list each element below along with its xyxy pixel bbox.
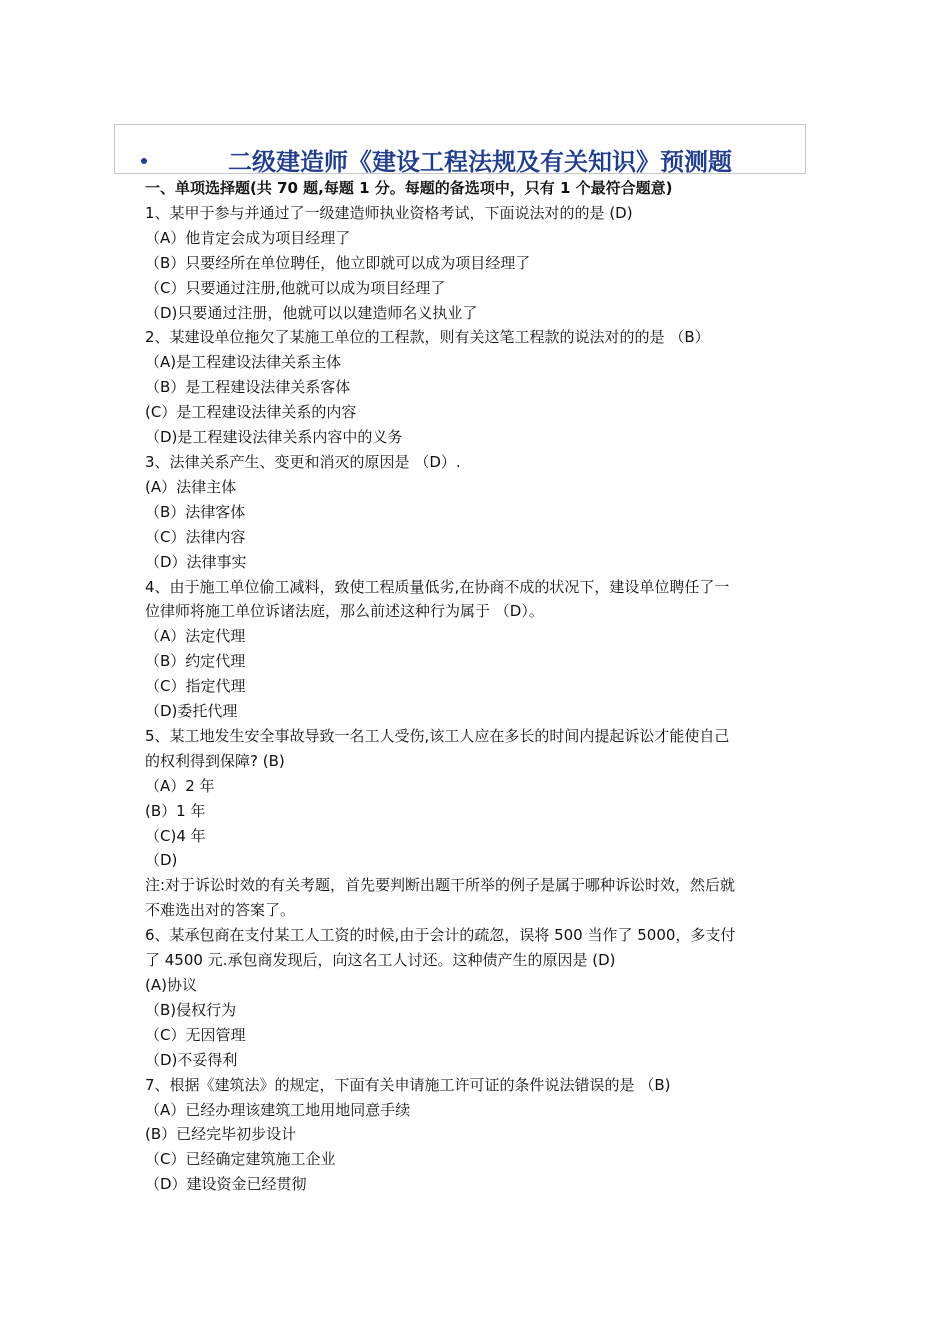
question-content	[145, 176, 810, 1197]
question-2-option-a: （A)是工程建设法律关系主体	[145, 353, 342, 372]
question-6-stem-line-2: 了 4500 元.承包商发现后，向这名工人讨还。这种债产生的原因是 (D)	[145, 951, 616, 970]
question-3-option-c: （C）法律内容	[145, 527, 246, 546]
question-1-option-c: （C）只要通过注册,他就可以成为项目经理了	[145, 278, 446, 297]
question-5-option-b: (B）1 年	[145, 801, 206, 820]
question-5-option-c: （C)4 年	[145, 826, 206, 845]
question-6-option-a: (A)协议	[145, 976, 197, 994]
question-6-option-b: （B)侵权行为	[145, 1000, 237, 1019]
question-7-option-a: （A）已经办理该建筑工地用地同意手续	[145, 1100, 411, 1119]
question-3-stem: 3、法律关系产生、变更和消灭的原因是 （D）.	[145, 452, 461, 471]
question-5-stem-line-1: 5、某工地发生安全事故导致一名工人受伤,该工人应在多长的时间内提起诉讼才能使自己	[145, 726, 730, 745]
question-4-option-c: （C）指定代理	[145, 677, 246, 696]
question-1-stem: 1、某甲于参与并通过了一级建造师执业资格考试，下面说法对的的是 (D)	[145, 203, 633, 222]
question-4-option-b: （B）约定代理	[145, 652, 246, 671]
question-5-stem-line-2: 的权利得到保障? (B)	[145, 751, 285, 770]
question-5-option-a: （A）2 年	[145, 776, 215, 795]
question-3-option-d: （D）法律事实	[145, 552, 247, 571]
question-2-option-b: （B）是工程建设法律关系客体	[145, 378, 351, 397]
question-1-option-a: （A）他肯定会成为项目经理了	[145, 228, 351, 247]
question-6-option-d: （D)不妥得利	[145, 1050, 238, 1069]
question-4-option-a: （A）法定代理	[145, 627, 246, 646]
question-3-option-b: （B）法律客体	[145, 502, 246, 521]
note-line-2: 不难选出对的答案了。	[145, 901, 296, 920]
question-4-stem-line-2: 位律师将施工单位诉诸法庭，那么前述这种行为属于 （D）。	[145, 602, 544, 621]
question-2-option-d: （D)是工程建设法律关系内容中的义务	[145, 428, 403, 447]
question-7-stem: 7、根据《建筑法》的规定，下面有关申请施工许可证的条件说法错误的是 （B)	[145, 1075, 671, 1094]
question-5-option-d: （D)	[145, 851, 178, 870]
question-2-stem: 2、某建设单位拖欠了某施工单位的工程款，则有关这笔工程款的说法对的的是 （B）	[145, 328, 710, 347]
question-7-option-c: （C）已经确定建筑施工企业	[145, 1150, 336, 1169]
section-heading: 一、单项选择题(共 70 题,每题 1 分。每题的备选项中，只有 1 个最符合题意)	[145, 179, 673, 197]
question-3-option-a: (A）法律主体	[145, 477, 237, 496]
question-7-option-b: (B）已经完毕初步设计	[145, 1125, 297, 1144]
question-1-option-d: （D)只要通过注册，他就可以以建造师名义执业了	[145, 303, 478, 322]
question-2-option-c: (C）是工程建设法律关系的内容	[145, 403, 357, 422]
bullet-icon	[141, 158, 147, 164]
question-4-option-d: （D)委托代理	[145, 702, 238, 721]
question-1-option-b: （B）只要经所在单位聘任，他立即就可以成为项目经理了	[145, 253, 531, 272]
document-title: 二级建造师《建设工程法规及有关知识》预测题	[228, 148, 732, 176]
question-6-stem-line-1: 6、某承包商在支付某工人工资的时候,由于会计的疏忽，误将 500 当作了 5000，多支付	[145, 926, 736, 945]
question-7-option-d: （D）建设资金已经贯彻	[145, 1175, 307, 1194]
question-6-option-c: （C）无因管理	[145, 1025, 246, 1044]
note-line-1: 注:对于诉讼时效的有关考题，首先要判断出题干所举的例子是属于哪种诉讼时效，然后就	[145, 876, 736, 895]
question-4-stem-line-1: 4、由于施工单位偷工减料，致使工程质量低劣,在协商不成的状况下，建设单位聘任了一	[145, 577, 730, 596]
